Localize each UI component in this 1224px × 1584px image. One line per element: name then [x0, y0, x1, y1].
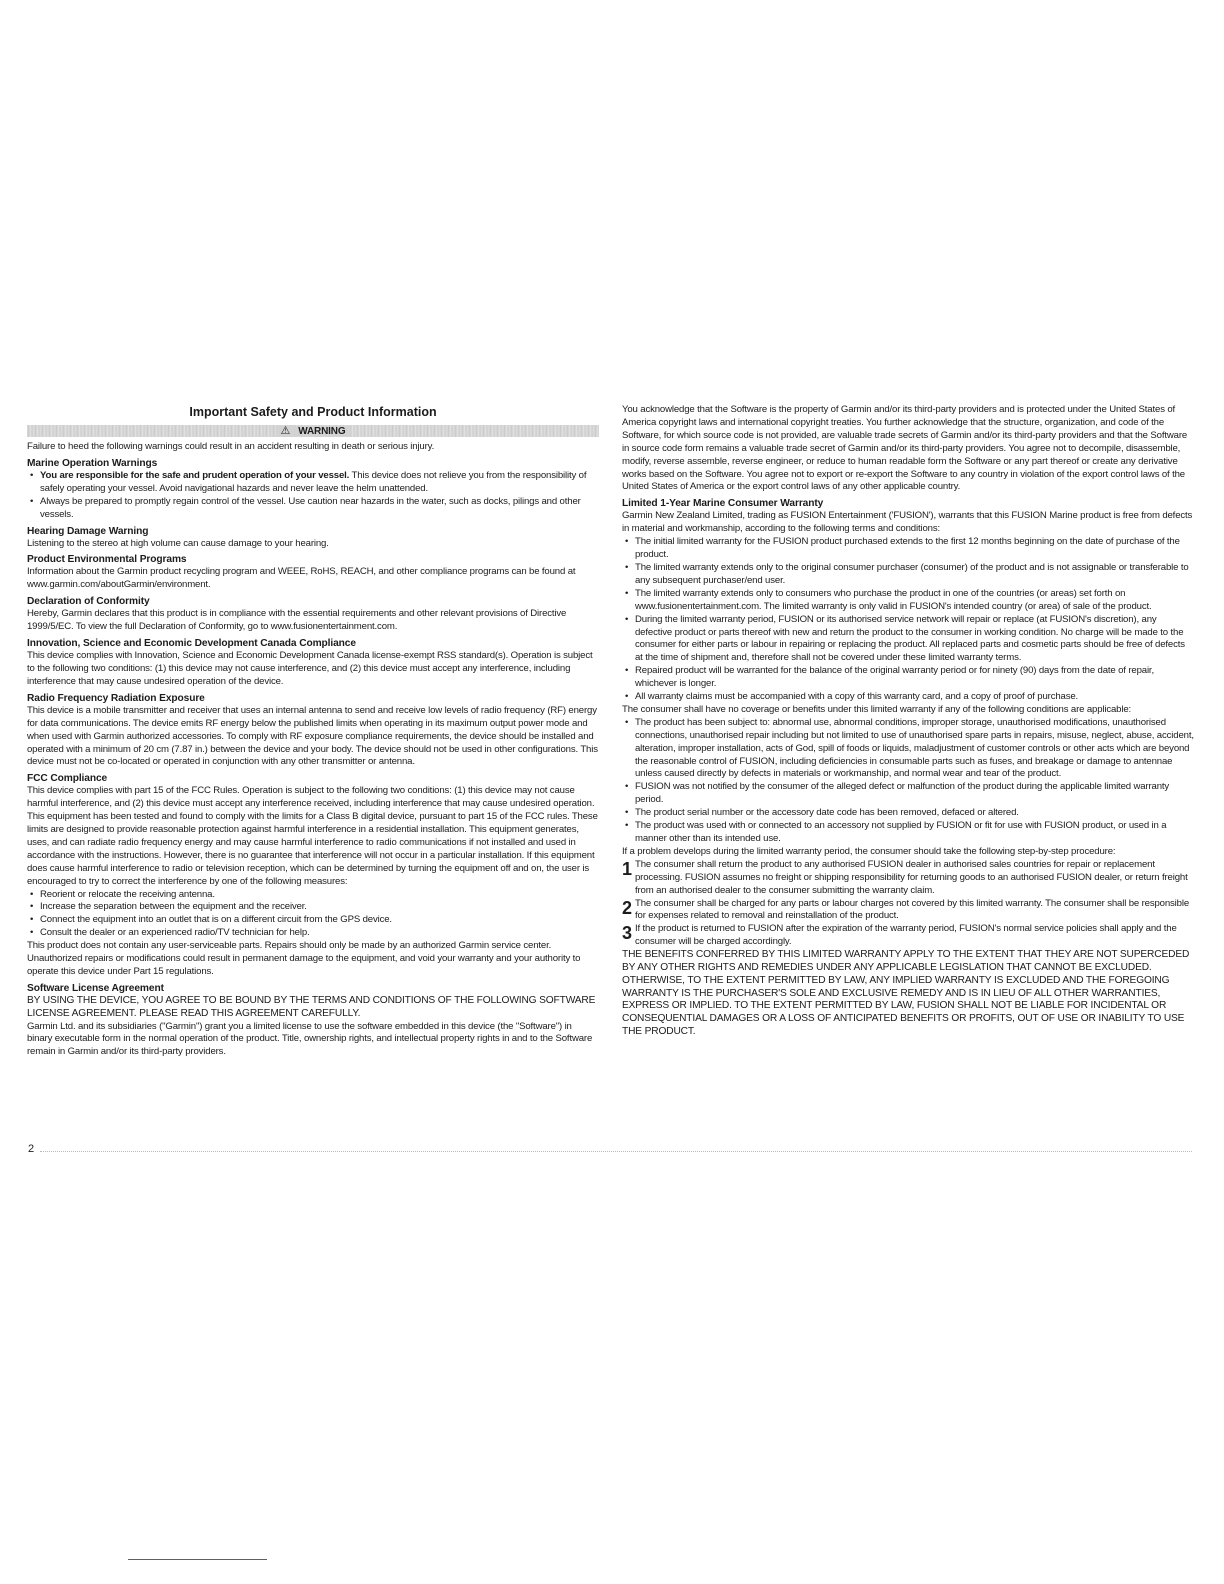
list-item: • You are responsible for the safe and prudent operation of your vessel. This device does not relieve you from the responsibility of safely operating your vessel. Avoid navigational hazards and never leave the helm unattended. [27, 470, 599, 496]
warranty-intro: Garmin New Zealand Limited, trading as FUSION Entertainment ('FUSION'), warrants that this FUSION Marine product is free from defects in material and workmanship, according to the following terms and conditions: [622, 510, 1193, 535]
step-text: The consumer shall be charged for any parts or labour charges not covered by this limited warranty. The consumer shall be responsible for expenses related to removal and reinstallation of the product. [635, 897, 1190, 922]
warning-intro: Failure to heed the following warnings could result in an accident resulting in death or serious injury. [27, 441, 435, 452]
rf-text: This device is a mobile transmitter and receiver that uses an internal antenna to send and receive low levels of radio frequency (RF) energy for data communications. The device emits RF energy below the published limits when operating in its maximum output power mode and when used with Garmin authorized accessories. To comply with RF exposure compliance requirements, the device should be installed and operated with a minimum of 20 cm (7.87 in.) between the device and your body. The device should not be used in other configurations. This device must not be co-located or operated in conjunction with any other transmitter or antenna. [27, 704, 598, 768]
no-coverage-intro: The consumer shall have no coverage or benefits under this limited warranty if any of the following conditions are applicable: [622, 703, 1132, 715]
list-item: • Repaired product will be warranted for the balance of the original warranty period or for ninety (90) days from the date of repair, whichever is longer. [622, 665, 1194, 691]
fcc-measures-list [27, 889, 599, 941]
heading-software-license: Software License Agreement [27, 982, 164, 994]
warning-triangle-icon: ⚠ [278, 425, 294, 437]
fcc-text-1: This device complies with part 15 of the FCC Rules. Operation is subject to the following two conditions: (1) this device may not cause harmful interference, and (2) this device must accept any interference received, including interference that may cause undesired operation. [27, 785, 595, 810]
list-item: • All warranty claims must be accompanied with a copy of this warranty card, and a copy of proof of purchase. [622, 691, 1194, 704]
list-item: • Connect the equipment into an outlet that is on a different circuit from the GPS device. [27, 914, 599, 927]
right-column [622, 404, 1194, 1039]
heading-hearing: Hearing Damage Warning [27, 525, 149, 537]
marine-warnings-list [27, 470, 599, 522]
list-item: • During the limited warranty period, FUSION or its authorised service network will repair or replace (at FUSION's discretion), any defective product or parts thereof with new and return the product to the consumer in working condition. No charge will be made to the consumer for either parts or labour in repairing or replacing the product. All replaced parts and cosmetic parts should be free of defects at the time of shipment and, therefore shall not be covered under these limited warranty terms. [622, 614, 1194, 666]
document-title: Important Safety and Product Information [189, 405, 437, 419]
ised-text: This device complies with Innovation, Science and Economic Development Canada license-exempt RSS standard(s). Operation is subject to the following two conditions: (1) this device may not cause interference, and (2) this device must accept any interference, including interference that may cause undesired operation of the device. [27, 650, 593, 687]
warning-label: WARNING [295, 426, 348, 437]
heading-fcc: FCC Compliance [27, 773, 108, 785]
step-number: 3 [622, 923, 632, 944]
list-item: • The product has been subject to: abnormal use, abnormal conditions, improper storage, unauthorised modifications, unauthorised connections, unauthorised repair including but not limited to use of unauthorised spare parts in repairs, misuse, neglect, abuse, accident, alteration, improper installation, acts of God, spill of foods or liquids, maladjustment of customer controls or other acts which are beyond the reasonable control of FUSION, including deficiencies in consumable parts such as fuses, and breakage or damage to antennae unless caused directly by defects in materials or workmanship, and normal wear and tear of the product. [622, 717, 1194, 782]
list-item: • The limited warranty extends only to consumers who purchase the product in one of the countries (or areas) set forth on www.fusionentertainment.com. The limited warranty is only valid in FUSION's intended country (or area) of sale of the product. [622, 588, 1194, 614]
page-number: 2 [28, 1143, 35, 1155]
list-item: • Increase the separation between the equipment and the receiver. [27, 901, 599, 914]
step-number: 1 [622, 858, 632, 879]
procedure-intro: If a problem develops during the limited warranty period, the consumer should take the following step-by-step procedure: [622, 845, 1116, 857]
list-item: • Always be prepared to promptly regain control of the vessel. Use caution near hazards in the water, such as docks, pilings and other vessels. [27, 496, 599, 522]
procedure-step [622, 898, 1194, 924]
warning-banner [27, 425, 599, 437]
procedure-step [622, 859, 1194, 898]
list-item: • The initial limited warranty for the FUSION product purchased extends to the first 12 months beginning on the date of purchase of the product. [622, 536, 1194, 562]
heading-conformity: Declaration of Conformity [27, 596, 150, 608]
step-number: 2 [622, 897, 632, 918]
blue-rule [128, 1559, 267, 1560]
exclusions-list [622, 717, 1194, 846]
conformity-text: Hereby, Garmin declares that this product is in compliance with the essential requirements and other relevant provisions of Directive 1999/5/EC. To view the full Declaration of Conformity, go to www.fusionentertainment.com. [27, 608, 567, 633]
software-license-caps: BY USING THE DEVICE, YOU AGREE TO BE BOUND BY THE TERMS AND CONDITIONS OF THE FOLLOWING SOFTWARE LICENSE AGREEMENT. PLEASE READ THIS AGREEMENT CAREFULLY. [27, 994, 596, 1019]
list-item: • The product serial number or the accessory date code has been removed, defaced or altered. [622, 807, 1194, 820]
heading-ised: Innovation, Science and Economic Development Canada Compliance [27, 638, 356, 650]
warranty-disclaimer-caps: THE BENEFITS CONFERRED BY THIS LIMITED WARRANTY APPLY TO THE EXTENT THAT THEY ARE NOT SUPERCEDED BY ANY OTHER RIGHTS AND REMEDIES UNDER ANY APPLICABLE LEGISLATION THAT CANNOT BE EXCLUDED. OTHERWISE, TO THE EXTENT PERMITTED BY LAW, ANY IMPLIED WARRANTY IS EXCLUDED AND THE FOREGOING WARRANTY IS THE PURCHASER'S SOLE AND EXCLUSIVE REMEDY AND IS IN LIEU OF ALL OTHER WARRANTIES, EXPRESS OR IMPLIED. TO THE EXTENT PERMITTED BY LAW, FUSION SHALL NOT BE LIABLE FOR INCIDENTAL OR CONSEQUENTIAL DAMAGES OR A LOSS OF ANTICIPATED BENEFITS OR PROFITS, OUT OF USE OR INABILITY TO USE THE PRODUCT. [622, 949, 1190, 1037]
fcc-text-3: This product does not contain any user-serviceable parts. Repairs should only be made by an authorized Garmin service center. Unauthorized repairs or modifications could result in permanent damage to the equipment, and void your warranty and your authority to operate this device under Part 15 regulations. [27, 940, 581, 977]
environmental-text: Information about the Garmin product recycling program and WEEE, RoHS, REACH, and other compliance programs can be found at www.garmin.com/aboutGarmin/environment. [27, 566, 576, 591]
step-text: If the product is returned to FUSION after the expiration of the warranty period, FUSION's normal service policies shall apply and the consumer will be charged accordingly. [635, 923, 1177, 948]
footer-divider [40, 1151, 1192, 1152]
list-item: • Reorient or relocate the receiving antenna. [27, 889, 599, 902]
list-item: • FUSION was not notified by the consumer of the alleged defect or malfunction of the product during the applicable limited warranty period. [622, 781, 1194, 807]
heading-marine-warnings: Marine Operation Warnings [27, 457, 158, 469]
heading-environmental: Product Environmental Programs [27, 554, 187, 566]
left-column [27, 404, 599, 1059]
procedure-step [622, 923, 1194, 949]
list-item: • The product was used with or connected to an accessory not supplied by FUSION or fit for use with FUSION product, or used in a manner other than its intended use. [622, 820, 1194, 846]
list-item: • Consult the dealer or an experienced radio/TV technician for help. [27, 927, 599, 940]
list-item: • The limited warranty extends only to the original consumer purchaser (consumer) of the product and is not assignable or transferable to any subsequent purchaser/end user. [622, 562, 1194, 588]
step-text: The consumer shall return the product to any authorised FUSION dealer in authorised sales countries for repair or replacement processing. FUSION assumes no freight or shipping responsibility for returning goods to an authorised FUSION dealer, or return freight from an authorised dealer to the consumer submitting the warranty claim. [635, 858, 1188, 896]
software-license-continued: You acknowledge that the Software is the property of Garmin and/or its third-party providers and is protected under the United States of America copyright laws and international copyright treaties. You further acknowledge that the structure, organization, and code of the Software, for which source code is not provided, are valuable trade secrets of Garmin and/or its third-party providers and that the Software in source code form remains a valuable trade secret of Garmin and/or its third-party providers. You agree not to decompile, disassemble, modify, reverse assemble, reverse engineer, or reduce to human readable form the Software or any part thereof or create any derivative works based on the Software. You agree not to export or re-export the Software to any country in violation of the export control laws of the United States of America or the export control laws of any other applicable country. [622, 404, 1188, 493]
software-license-text: Garmin Ltd. and its subsidiaries ("Garmin") grant you a limited license to use the software embedded in this device (the "Software") in binary executable form in the normal operation of the product. Title, ownership rights, and intellectual property rights in and to the Software remain in Garmin and/or its third-party providers. [27, 1020, 593, 1058]
heading-warranty: Limited 1-Year Marine Consumer Warranty [622, 498, 824, 510]
hearing-text: Listening to the stereo at high volume can cause damage to your hearing. [27, 537, 329, 549]
fcc-text-2: This equipment has been tested and found to comply with the limits for a Class B digital device, pursuant to part 15 of the FCC rules. These limits are designed to provide reasonable protection against harmful interference in a residential installation. This equipment generates, uses, and can radiate radio frequency energy and may cause harmful interference to radio communications if not installed and used in accordance with the instructions. However, there is no guarantee that interference will not occur in a particular installation. If this equipment does cause harmful interference to radio or television reception, which can be determined by turning the equipment off and on, the user is encouraged to try to correct the interference by one of the following measures: [27, 811, 598, 887]
heading-rf-exposure: Radio Frequency Radiation Exposure [27, 692, 205, 704]
warranty-terms-list [622, 536, 1194, 704]
